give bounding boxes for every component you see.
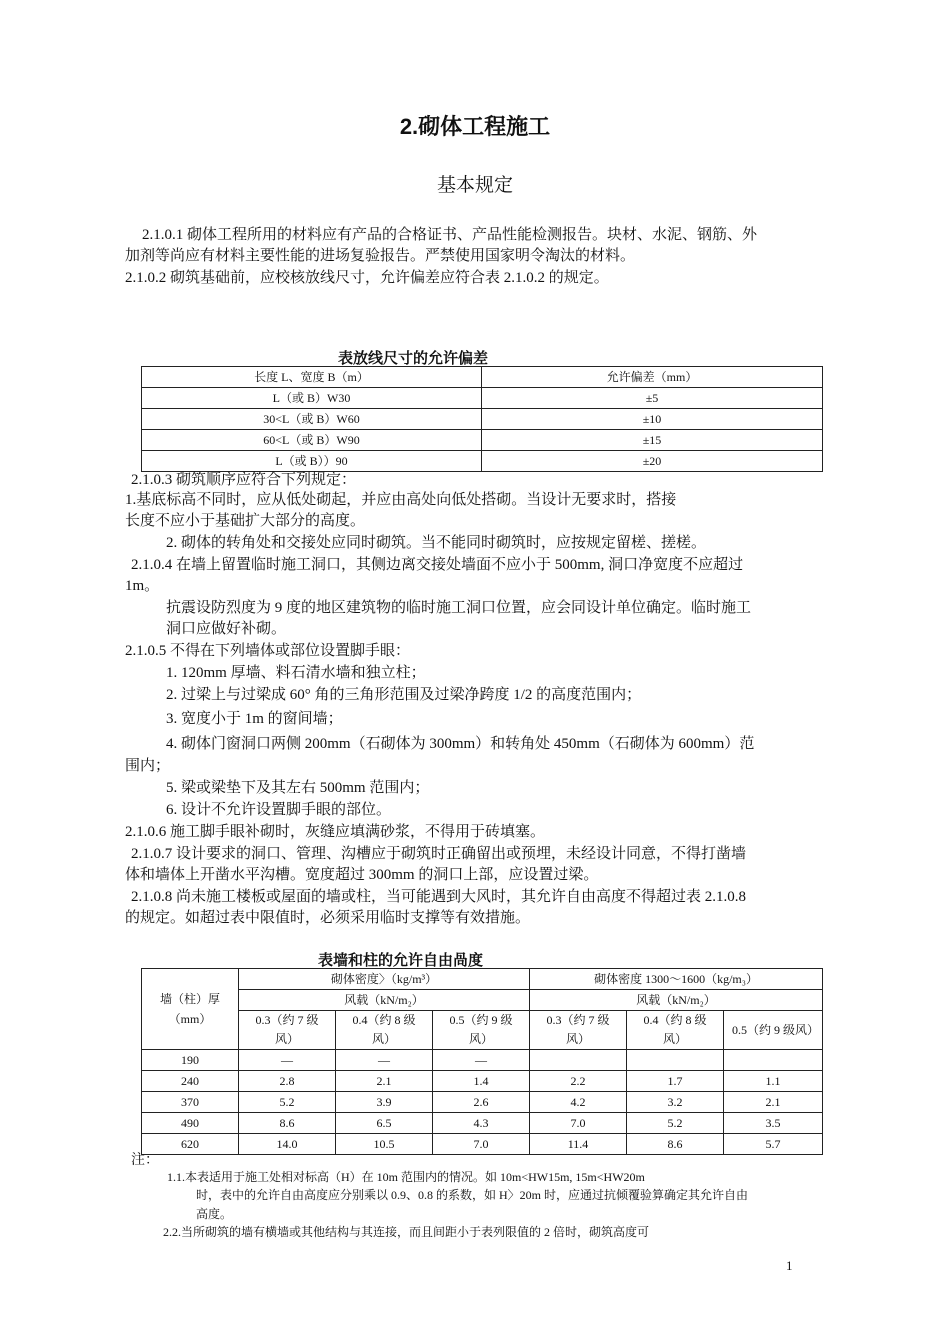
paragraph-seismic-cont: 洞口应做好补砌。: [166, 621, 287, 637]
table-cell: 3.2: [627, 1092, 724, 1113]
table-cell: —: [433, 1050, 530, 1071]
table-cell: —: [239, 1050, 336, 1071]
table-cell: 4.2: [530, 1092, 627, 1113]
note-item-cont: 高度。: [196, 1207, 233, 1221]
table2-caption: 表墙和柱的允许自由咼度: [318, 952, 484, 969]
list-item: 2. 过梁上与过梁成 60° 角的三角形范围及过梁净跨度 1/2 的高度范围内；: [166, 687, 642, 703]
table-cell: 60<L（或 B）W90: [142, 430, 482, 451]
list-item-cont: 长度不应小于基础扩大部分的高度。: [125, 513, 366, 529]
table-cell: 14.0: [239, 1134, 336, 1155]
table-cell: 4.3: [433, 1113, 530, 1134]
table-cell: 620: [142, 1134, 239, 1155]
table-row: [142, 1113, 823, 1134]
list-item: 1.基底标高不同时，应从低处砌起，并应由高处向低处搭砌。当设计无要求时，搭接: [125, 492, 677, 508]
note-item-cont: 时，表中的允许自由高度应分别乘以 0.9、0.8 的系数，如 H〉20m 时，应通过抗倾覆验算确定其允许自由: [196, 1188, 749, 1202]
table-cell: L（或 B）W30: [142, 388, 482, 409]
table-row: [142, 1092, 823, 1113]
paragraph-2-1-0-8: 2.1.0.8 尚未施工楼板或屋面的墙或柱，当可能遇到大风时，其允许自由高度不得超过表 2.1.0.8: [131, 889, 747, 905]
table-cell: 8.6: [627, 1134, 724, 1155]
table-cell: —: [336, 1050, 433, 1071]
table-cell: 1.7: [627, 1071, 724, 1092]
wind-col-header: 0.4（约 8 级风）: [627, 1011, 724, 1050]
table-cell: 2.2: [530, 1071, 627, 1092]
table-cell: 5.7: [724, 1134, 823, 1155]
table-cell: 2.8: [239, 1071, 336, 1092]
table-cell: 2.1: [336, 1071, 433, 1092]
table-cell: ±20: [482, 451, 823, 472]
table-header-row: [142, 990, 823, 1011]
list-item: 5. 梁或梁垫下及其左右 500mm 范围内；: [166, 780, 430, 796]
paragraph-2-1-0-4-cont: 1m。: [125, 578, 160, 594]
table-cell: 11.4: [530, 1134, 627, 1155]
table1-caption: 表放线尺寸的允许偏差: [338, 350, 489, 367]
paragraph-2-1-0-5: 2.1.0.5 不得在下列墙体或部位设置脚手眼：: [125, 643, 411, 659]
wind-load-header: 风载（kN/m₂）: [239, 990, 530, 1011]
table-cell: ±5: [482, 388, 823, 409]
table-header-row: [142, 969, 823, 990]
table-cell: 8.6: [239, 1113, 336, 1134]
note-item: 1.1.本表适用于施工处相对标高（H）在 10m 范围内的情况。如 10m<HW15m, 15m<HW20m: [167, 1170, 645, 1184]
paragraph-2-1-0-4: 2.1.0.4 在墙上留置临时施工洞口，其侧边离交接处墙面不应小于 500mm, 洞口净宽度不应超过: [131, 557, 744, 573]
table-cell: 3.5: [724, 1113, 823, 1134]
paragraph-2-1-0-1-cont: 加剂等尚应有材料主要性能的进场复验报告。严禁使用国家明令淘汰的材料。: [125, 248, 636, 264]
table-row: [142, 1134, 823, 1155]
header-cell: 长度 L、宽度 B（m）: [142, 367, 482, 388]
wind-col-header: 0.5（约 9 级风）: [724, 1011, 823, 1050]
wind-col-header: 0.5（约 9 级风）: [433, 1011, 530, 1050]
table-cell: 7.0: [530, 1113, 627, 1134]
paragraph-2-1-0-3: 2.1.0.3 砌筑顺序应符合下列规定：: [131, 472, 357, 488]
list-item: 2. 砌体的转角处和交接处应同时砌筑。当不能同时砌筑时，应按规定留槎、搓槎。: [166, 535, 707, 551]
table-cell: 5.2: [627, 1113, 724, 1134]
table-row: [142, 1071, 823, 1092]
section-subtitle: 基本规定: [436, 175, 513, 196]
table-cell: 370: [142, 1092, 239, 1113]
table-cell: [530, 1050, 627, 1071]
table-cell: L（或 B））90: [142, 451, 482, 472]
table-cell: 5.2: [239, 1092, 336, 1113]
table-cell: 490: [142, 1113, 239, 1134]
notes-label: 注：: [131, 1153, 159, 1168]
table-header-row: [142, 367, 823, 388]
table-cell: 10.5: [336, 1134, 433, 1155]
wind-col-header: 0.3（约 7 级风）: [239, 1011, 336, 1050]
wind-load-header: 风载（kN/m₂）: [530, 990, 823, 1011]
list-item: 6. 设计不允许设置脚手眼的部位。: [166, 802, 392, 818]
table-cell: 190: [142, 1050, 239, 1071]
table-free-height: [141, 968, 823, 1155]
list-item: 1. 120mm 厚墙、料石清水墙和独立柱；: [166, 665, 426, 681]
table-cell: ±15: [482, 430, 823, 451]
table-cell: 1.4: [433, 1071, 530, 1092]
paragraph-seismic: 抗震设防烈度为 9 度的地区建筑物的临时施工洞口位置，应会同设计单位确定。临时施工: [166, 600, 752, 616]
header-cell: 允许偏差（mm）: [482, 367, 823, 388]
group-header-cell: 砌体密度 1300〜1600（kg/m₃）: [530, 969, 823, 990]
paragraph-2-1-0-7: 2.1.0.7 设计要求的洞口、管理、沟槽应于砌筑时正确留出或预埋，未经设计同意，不得打凿墙: [131, 846, 747, 862]
paragraph-2-1-0-8-cont: 的规定。如超过表中限值时，必须采用临时支撑等有效措施。: [125, 910, 531, 926]
table-cell: 7.0: [433, 1134, 530, 1155]
table-cell: 240: [142, 1071, 239, 1092]
table-row: [142, 409, 823, 430]
table-layout-tolerance: [141, 366, 823, 472]
table-cell: 30<L（或 B）W60: [142, 409, 482, 430]
paragraph-2-1-0-1: 2.1.0.1 砌体工程所用的材料应有产品的合格证书、产品性能检测报告。块材、水泥、钢筋、外: [142, 227, 758, 243]
wind-col-header: 0.3（约 7 级风）: [530, 1011, 627, 1050]
paragraph-2-1-0-7-cont: 体和墙体上开凿水平沟槽。宽度超过 300mm 的洞口上部，应设置过梁。: [125, 867, 599, 883]
page-number: 1: [786, 1258, 793, 1273]
list-item: 4. 砌体门窗洞口两侧 200mm（石砌体为 300mm）和转角处 450mm（石砌体为 600mm）范: [166, 736, 755, 752]
table-cell: 2.1: [724, 1092, 823, 1113]
table-cell: 6.5: [336, 1113, 433, 1134]
paragraph-2-1-0-2: 2.1.0.2 砌筑基础前，应校核放线尺寸，允许偏差应符合表 2.1.0.2 的规定。: [125, 270, 609, 286]
table-cell: 1.1: [724, 1071, 823, 1092]
page-title: 2.砌体工程施工: [399, 114, 551, 139]
table-row: [142, 388, 823, 409]
table-cell: [724, 1050, 823, 1071]
note-item: 2.2.当所砌筑的墙有横墙或其他结构与其连接，而且间距小于表列限值的 2 倍时，砌筑高度可: [163, 1225, 650, 1239]
table-row: [142, 1050, 823, 1071]
row-header-cell: 墙（柱）厚（mm）: [142, 969, 239, 1050]
table-row: [142, 430, 823, 451]
paragraph-2-1-0-6: 2.1.0.6 施工脚手眼补砌时，灰缝应填满砂浆，不得用于砖填塞。: [125, 824, 546, 840]
table-cell: 3.9: [336, 1092, 433, 1113]
table-row: [142, 451, 823, 472]
table-cell: ±10: [482, 409, 823, 430]
list-item: 3. 宽度小于 1m 的窗间墙；: [166, 711, 343, 727]
list-item-cont: 围内；: [125, 758, 171, 774]
table-cell: [627, 1050, 724, 1071]
wind-col-header: 0.4（约 8 级风）: [336, 1011, 433, 1050]
group-header-cell: 砌体密度〉（kg/m³）: [239, 969, 530, 990]
table-cell: 2.6: [433, 1092, 530, 1113]
table-header-row: [142, 1011, 823, 1050]
